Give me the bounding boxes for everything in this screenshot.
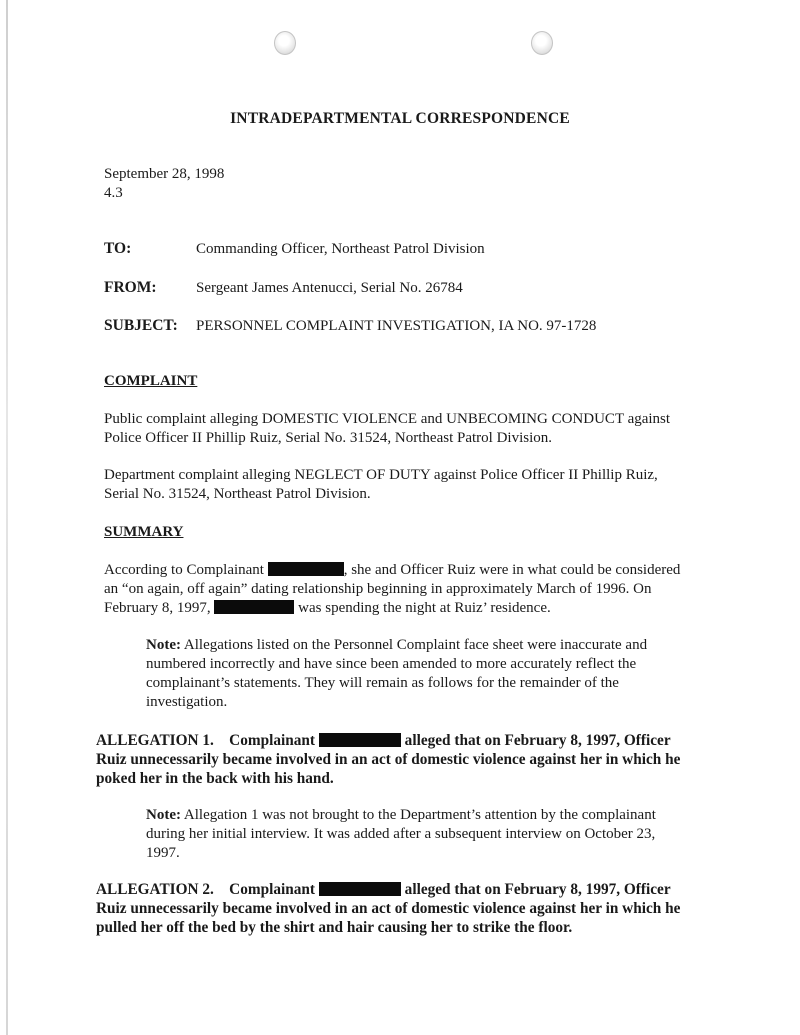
summary-line-1-b: , she and Officer Ruiz were in what could be considered [343,562,681,578]
note-2-label: Note: [146,807,181,823]
redaction-bar [319,882,401,896]
document-date: September 28, 1998 [104,166,225,182]
summary-line-2: an “on again, off again” dating relationship beginning in approximately March of 1996. On [104,581,652,597]
subject-value: PERSONNEL COMPLAINT INVESTIGATION, IA NO. 97-1728 [196,318,597,334]
summary-line-3-a: February 8, 1997, [104,600,215,616]
allegation-2-line-3: pulled her off the bed by the shirt and hair causing her to strike the floor. [96,919,573,936]
note-1 [146,636,706,712]
redaction-bar [268,562,344,576]
note-1-line-1 [146,636,706,655]
complaint-p1-line-2: Police Officer II Phillip Ruiz, Serial No. 31524, Northeast Patrol Division. [104,430,552,446]
allegation-1-line-3: poked her in the back with his hand. [96,770,334,787]
note-1-line-3: complainant’s statements. They will remain as follows for the remainder of the [146,675,619,691]
subject-label: SUBJECT: [104,317,178,334]
complaint-p2-line-1: Department complaint alleging NEGLECT OF DUTY against Police Officer II Phillip Ruiz, [104,467,658,483]
complaint-p1-line-1: Public complaint alleging DOMESTIC VIOLENCE and UNBECOMING CONDUCT against [104,411,671,427]
complaint-heading: COMPLAINT [104,373,198,389]
allegation-2-line-1 [96,880,706,899]
redaction-bar [214,600,294,614]
note-2-text-1: Allegation 1 was not brought to the Department’s attention by the complainant [180,807,656,823]
redaction-bar [319,733,401,747]
summary-line-1 [104,561,714,580]
to-value: Commanding Officer, Northeast Patrol Division [196,241,485,257]
note-1-line-4: investigation. [146,694,228,710]
summary-line-3-b: was spending the night at Ruiz’ residence. [294,600,551,616]
summary-heading: SUMMARY [104,524,184,540]
summary-line-3 [104,599,714,618]
complaint-paragraph-2 [104,466,704,504]
note-2-line-1 [146,806,706,825]
note-2 [146,806,706,863]
summary-paragraph [104,561,714,618]
note-1-line-2: numbered incorrectly and have since been amended to more accurately reflect the [146,656,637,672]
allegation-1-line-1 [96,731,706,750]
punch-hole-right [531,31,553,55]
note-1-text-1: Allegations listed on the Personnel Complaint face sheet were inaccurate and [180,637,648,653]
allegation-1 [96,731,706,788]
punch-hole-left [274,31,296,55]
allegation-1-lead: ALLEGATION 1. Complainant [96,732,319,749]
note-1-label: Note: [146,637,181,653]
document-code: 4.3 [104,185,123,201]
allegation-2-lead: ALLEGATION 2. Complainant [96,881,319,898]
allegation-1-after: alleged that on February 8, 1997, Officer [400,732,671,749]
to-label: TO: [104,240,132,257]
note-2-line-2: during her initial interview. It was added after a subsequent interview on October 23, [146,826,656,842]
summary-line-1-a: According to Complainant [104,562,268,578]
from-value: Sergeant James Antenucci, Serial No. 26784 [196,280,463,296]
from-label: FROM: [104,279,157,296]
document-title: INTRADEPARTMENTAL CORRESPONDENCE [230,110,570,127]
page-edge-shadow [6,0,8,1035]
note-2-line-3: 1997. [146,845,180,861]
allegation-2-line-2: Ruiz unnecessarily became involved in an act of domestic violence against her in which he [96,900,681,917]
allegation-2 [96,880,706,937]
allegation-2-after: alleged that on February 8, 1997, Officer [400,881,671,898]
allegation-1-line-2: Ruiz unnecessarily became involved in an act of domestic violence against her in which he [96,751,681,768]
complaint-paragraph-1 [104,410,704,448]
complaint-p2-line-2: Serial No. 31524, Northeast Patrol Division. [104,486,371,502]
